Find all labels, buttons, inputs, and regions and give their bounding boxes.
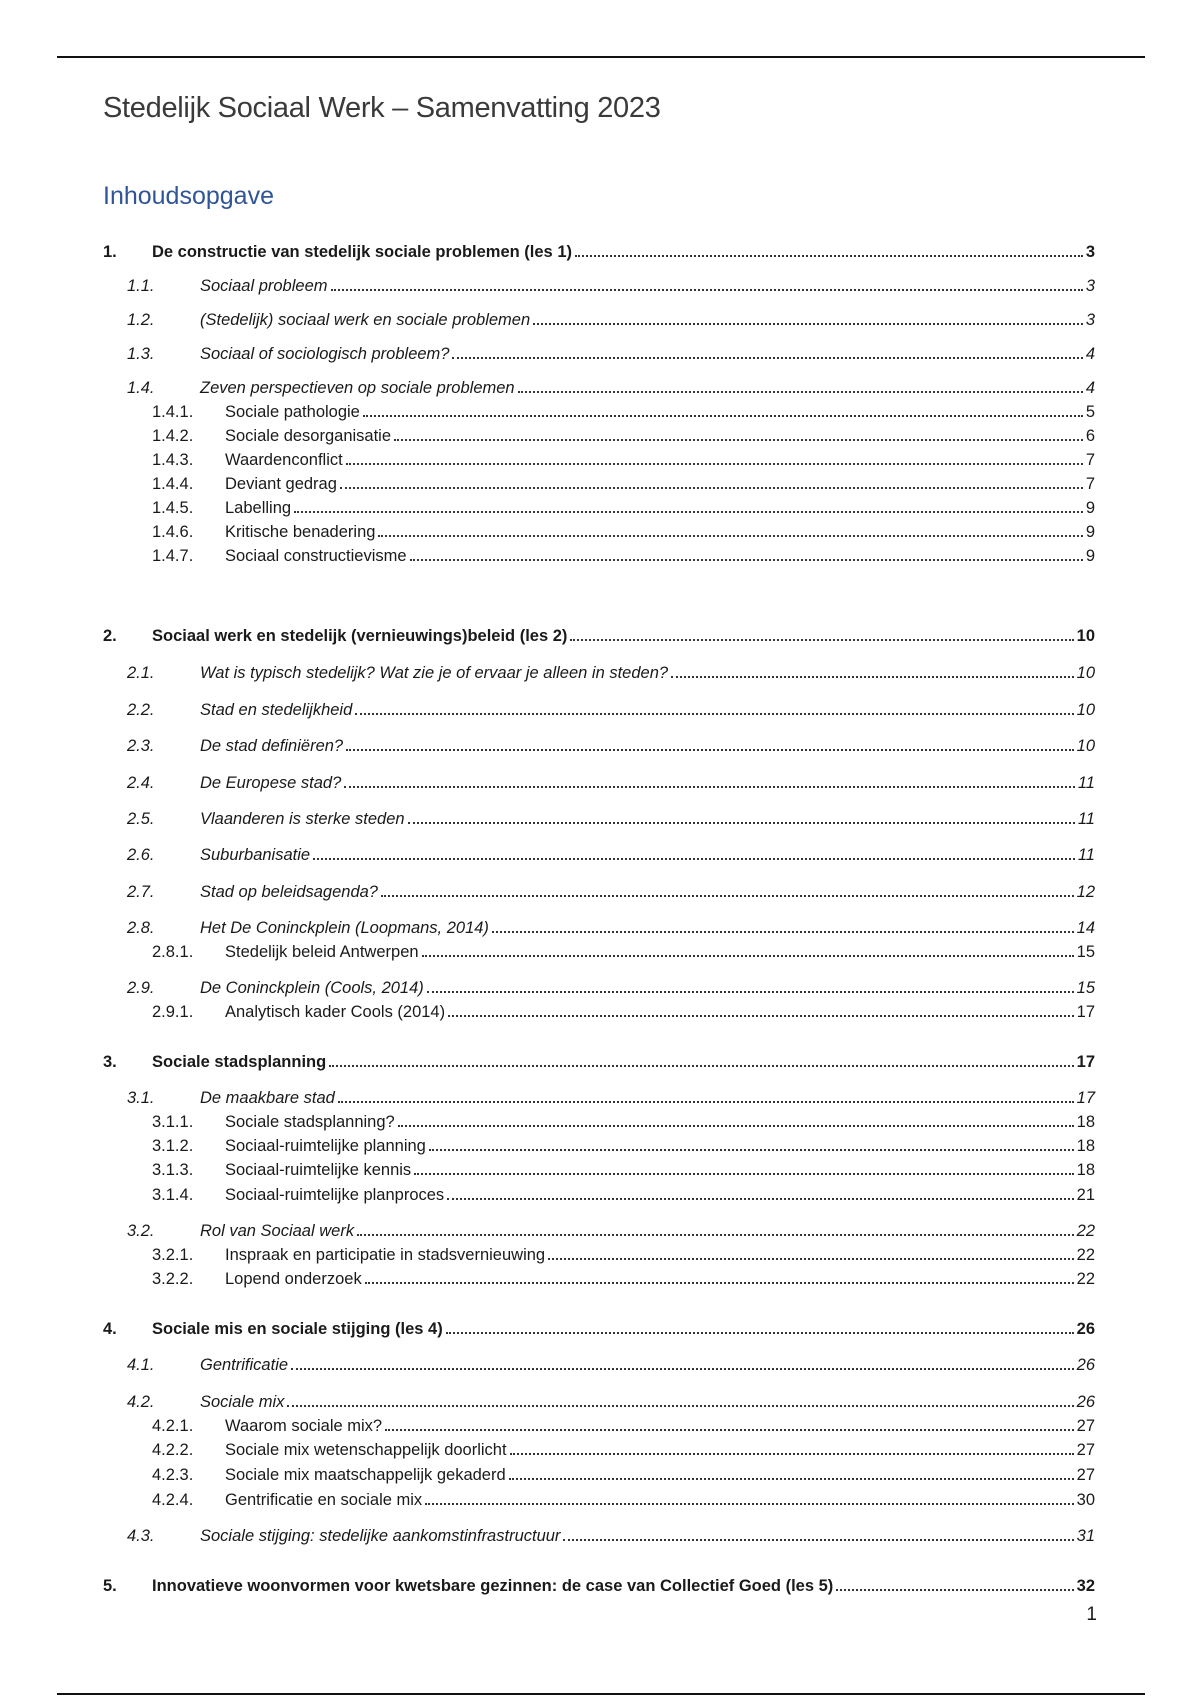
toc-entry-page: 4 <box>1085 345 1095 363</box>
toc-entry-number: 2.7. <box>127 883 155 901</box>
toc-entry-page: 18 <box>1076 1137 1095 1155</box>
toc-entry-page: 26 <box>1076 1356 1095 1374</box>
toc-entry[interactable] <box>103 1110 1095 1132</box>
toc-dot-leader <box>422 955 1074 957</box>
toc-entry-title: Kritische benadering <box>225 523 376 541</box>
toc-entry-title: Vlaanderen is sterke steden <box>200 810 405 828</box>
toc-entry-page: 7 <box>1085 451 1095 469</box>
toc-entry-page: 15 <box>1076 943 1095 961</box>
toc-entry-number: 3.1. <box>127 1089 155 1107</box>
toc-entry[interactable] <box>103 274 1095 296</box>
toc-entry-title: Waarom sociale mix? <box>225 1417 383 1435</box>
toc-dot-leader <box>509 1478 1074 1480</box>
toc-dot-leader <box>836 1589 1073 1591</box>
toc-entry-title: Sociale mis en sociale stijging (les 4) <box>152 1320 443 1338</box>
toc-entry-number: 2.5. <box>127 810 155 828</box>
toc-dot-leader <box>429 1149 1074 1151</box>
toc-dot-leader <box>357 1234 1074 1236</box>
toc-entry-page: 6 <box>1085 427 1095 445</box>
toc-entry-page: 3 <box>1085 277 1095 295</box>
toc-entry-number: 3.2. <box>127 1222 155 1240</box>
toc-entry-number: 2.3. <box>127 737 155 755</box>
toc-dot-leader <box>408 822 1075 824</box>
toc-dot-leader <box>340 487 1083 489</box>
toc-dot-leader <box>448 1015 1074 1017</box>
toc-entry[interactable] <box>103 448 1095 470</box>
toc-dot-leader <box>338 1101 1074 1103</box>
toc-entry[interactable] <box>103 1488 1095 1510</box>
toc-dot-leader <box>427 991 1074 993</box>
toc-dot-leader <box>447 1198 1073 1200</box>
toc-entry-title: De Coninckplein (Cools, 2014) <box>200 979 424 997</box>
toc-entry-title: De stad definiëren? <box>200 737 344 755</box>
toc-entry[interactable] <box>103 240 1095 262</box>
toc-entry-title: Sociaal werk en stedelijk (vernieuwings)beleid (les 2) <box>152 627 568 645</box>
toc-dot-leader <box>385 1429 1074 1431</box>
toc-entry-title: Sociale mix wetenschappelijk doorlicht <box>225 1441 507 1459</box>
toc-entry-title: Labelling <box>225 499 292 517</box>
toc-entry-number: 1.4.1. <box>152 403 194 421</box>
toc-entry[interactable] <box>103 1267 1095 1289</box>
toc-entry-page: 9 <box>1085 547 1095 565</box>
toc-entry-number: 1. <box>103 243 117 261</box>
toc-entry[interactable] <box>103 1134 1095 1156</box>
toc-entry[interactable] <box>103 520 1095 542</box>
toc-entry-page: 10 <box>1076 627 1095 645</box>
toc-entry[interactable] <box>103 1243 1095 1265</box>
toc-entry-number: 2.2. <box>127 701 155 719</box>
toc-dot-leader <box>425 1503 1073 1505</box>
toc-entry-page: 15 <box>1076 979 1095 997</box>
toc-entry-title: Rol van Sociaal werk <box>200 1222 355 1240</box>
toc-entry[interactable] <box>103 1000 1095 1022</box>
toc-entry-page: 31 <box>1076 1527 1095 1545</box>
toc-entry-title: Sociaal-ruimtelijke planproces <box>225 1186 445 1204</box>
toc-entry-number: 2.8.1. <box>152 943 194 961</box>
toc-entry-page: 10 <box>1076 664 1095 682</box>
toc-entry-title: Inspraak en participatie in stadsvernieuwing <box>225 1246 546 1264</box>
toc-dot-leader <box>570 639 1073 641</box>
toc-entry-number: 4.1. <box>127 1356 155 1374</box>
toc-entry-title: Sociale pathologie <box>225 403 360 421</box>
document-title: Stedelijk Sociaal Werk – Samenvatting 2023 <box>103 92 661 124</box>
toc-dot-leader <box>355 713 1073 715</box>
toc-entry[interactable] <box>103 1158 1095 1180</box>
toc-entry[interactable] <box>103 1463 1095 1485</box>
toc-entry-number: 1.1. <box>127 277 155 295</box>
toc-entry[interactable] <box>103 1524 1095 1546</box>
toc-entry-title: Sociale stadsplanning <box>152 1053 327 1071</box>
toc-entry-number: 3.1.3. <box>152 1161 194 1179</box>
toc-entry-title: Wat is typisch stedelijk? Wat zie je of ervaar je alleen in steden? <box>200 664 669 682</box>
toc-entry[interactable] <box>103 734 1095 756</box>
toc-entry-number: 1.4.3. <box>152 451 194 469</box>
toc-entry-title: Innovatieve woonvormen voor kwetsbare gezinnen: de case van Collectief Goed (les 5) <box>152 1577 834 1595</box>
toc-entry-page: 4 <box>1085 379 1095 397</box>
toc-dot-leader <box>331 289 1083 291</box>
toc-entry-page: 22 <box>1076 1246 1095 1264</box>
toc-entry[interactable] <box>103 400 1095 422</box>
toc-dot-leader <box>410 559 1083 561</box>
toc-entry-title: De Europese stad? <box>200 774 342 792</box>
toc-dot-leader <box>344 786 1075 788</box>
toc-entry-title: Sociale mix <box>200 1393 285 1411</box>
toc-dot-leader <box>563 1539 1073 1541</box>
toc-dot-leader <box>346 463 1083 465</box>
toc-dot-leader <box>394 439 1083 441</box>
toc-entry-page: 10 <box>1076 701 1095 719</box>
toc-entry-number: 4.2.3. <box>152 1466 194 1484</box>
toc-entry[interactable] <box>103 843 1095 865</box>
toc-entry-number: 2.4. <box>127 774 155 792</box>
toc-entry-page: 12 <box>1076 883 1095 901</box>
toc-entry-number: 2.9. <box>127 979 155 997</box>
toc-entry-title: Sociaal constructievisme <box>225 547 407 565</box>
toc-entry[interactable] <box>103 771 1095 793</box>
toc-entry-number: 2.1. <box>127 664 155 682</box>
toc-dot-leader <box>575 255 1083 257</box>
toc-entry-page: 30 <box>1076 1491 1095 1509</box>
toc-entry-title: Sociale desorganisatie <box>225 427 392 445</box>
toc-entry-title: Sociaal of sociologisch probleem? <box>200 345 450 363</box>
toc-entry-title: Deviant gedrag <box>225 475 337 493</box>
toc-entry-number: 1.4.6. <box>152 523 194 541</box>
toc-entry-title: Sociale stijging: stedelijke aankomstinfrastructuur <box>200 1527 561 1545</box>
toc-entry-number: 3.1.4. <box>152 1186 194 1204</box>
toc-entry-title: Sociaal probleem <box>200 277 328 295</box>
toc-entry-number: 4.3. <box>127 1527 155 1545</box>
toc-dot-leader <box>378 535 1082 537</box>
toc-entry-number: 1.4.2. <box>152 427 194 445</box>
toc-entry-number: 2.8. <box>127 919 155 937</box>
toc-entry-page: 32 <box>1076 1577 1095 1595</box>
top-rule <box>57 56 1145 58</box>
toc-entry-page: 9 <box>1085 499 1095 517</box>
toc-entry-page: 17 <box>1076 1089 1095 1107</box>
toc-entry[interactable] <box>103 496 1095 518</box>
toc-entry[interactable] <box>103 1086 1095 1108</box>
toc-entry-title: De maakbare stad <box>200 1089 335 1107</box>
toc-dot-leader <box>533 323 1083 325</box>
toc-entry-title: Sociaal-ruimtelijke planning <box>225 1137 426 1155</box>
toc-entry-page: 21 <box>1076 1186 1095 1204</box>
toc-entry-page: 11 <box>1077 774 1095 792</box>
toc-entry-number: 2.6. <box>127 846 155 864</box>
toc-entry-title: Suburbanisatie <box>200 846 311 864</box>
toc-heading: Inhoudsopgave <box>103 182 274 210</box>
toc-entry-page: 22 <box>1076 1222 1095 1240</box>
toc-dot-leader <box>398 1125 1074 1127</box>
toc-entry-page: 26 <box>1076 1320 1095 1338</box>
toc-dot-leader <box>452 357 1082 359</box>
toc-entry-page: 10 <box>1076 737 1095 755</box>
toc-dot-leader <box>329 1065 1073 1067</box>
toc-dot-leader <box>548 1258 1074 1260</box>
toc-entry[interactable] <box>103 308 1095 330</box>
toc-entry-title: Sociaal-ruimtelijke kennis <box>225 1161 412 1179</box>
toc-entry-page: 17 <box>1076 1003 1095 1021</box>
toc-entry[interactable] <box>103 544 1095 566</box>
toc-entry[interactable] <box>103 1219 1095 1241</box>
toc-entry[interactable] <box>103 916 1095 938</box>
toc-dot-leader <box>346 749 1074 751</box>
toc-entry-number: 1.4. <box>127 379 155 397</box>
toc-entry-number: 4.2.2. <box>152 1441 194 1459</box>
toc-dot-leader <box>381 895 1074 897</box>
toc-entry-number: 1.3. <box>127 345 155 363</box>
toc-entry-title: Het De Coninckplein (Loopmans, 2014) <box>200 919 489 937</box>
toc-entry[interactable] <box>103 940 1095 962</box>
toc-entry-number: 1.2. <box>127 311 155 329</box>
toc-dot-leader <box>365 1282 1074 1284</box>
toc-entry-number: 4.2. <box>127 1393 155 1411</box>
toc-entry[interactable] <box>103 880 1095 902</box>
toc-dot-leader <box>294 511 1083 513</box>
toc-dot-leader <box>291 1368 1074 1370</box>
toc-entry-page: 18 <box>1076 1113 1095 1131</box>
toc-entry-page: 7 <box>1085 475 1095 493</box>
toc-dot-leader <box>414 1173 1073 1175</box>
toc-entry-number: 5. <box>103 1577 117 1595</box>
toc-entry[interactable] <box>103 376 1095 398</box>
toc-entry-number: 3.1.1. <box>152 1113 194 1131</box>
toc-entry-page: 18 <box>1076 1161 1095 1179</box>
toc-entry-page: 11 <box>1077 810 1095 828</box>
toc-entry-title: Analytisch kader Cools (2014) <box>225 1003 446 1021</box>
toc-entry-title: Waardenconflict <box>225 451 343 469</box>
toc-entry-title: Gentrificatie en sociale mix <box>225 1491 423 1509</box>
toc-dot-leader <box>446 1332 1074 1334</box>
toc-entry-number: 1.4.7. <box>152 547 194 565</box>
toc-entry-page: 3 <box>1085 243 1095 261</box>
toc-entry-title: Stad en stedelijkheid <box>200 701 353 719</box>
toc-entry[interactable] <box>103 698 1095 720</box>
toc-entry[interactable] <box>103 1390 1095 1412</box>
toc-entry[interactable] <box>103 1183 1095 1205</box>
toc-entry-number: 2.9.1. <box>152 1003 194 1021</box>
toc-entry-title: (Stedelijk) sociaal werk en sociale problemen <box>200 311 531 329</box>
toc-entry-page: 17 <box>1076 1053 1095 1071</box>
toc-entry-title: Stedelijk beleid Antwerpen <box>225 943 419 961</box>
toc-dot-leader <box>671 676 1074 678</box>
toc-entry[interactable] <box>103 1353 1095 1375</box>
toc-entry[interactable] <box>103 1317 1095 1339</box>
toc-entry[interactable] <box>103 1438 1095 1460</box>
toc-entry-page: 22 <box>1076 1270 1095 1288</box>
toc-entry[interactable] <box>103 1414 1095 1436</box>
toc-entry[interactable] <box>103 807 1095 829</box>
toc-entry-number: 3.1.2. <box>152 1137 194 1155</box>
toc-entry-page: 5 <box>1085 403 1095 421</box>
toc-entry[interactable] <box>103 624 1095 646</box>
toc-entry-number: 3.2.2. <box>152 1270 194 1288</box>
toc-entry[interactable] <box>103 342 1095 364</box>
toc-entry-number: 4.2.4. <box>152 1491 194 1509</box>
toc-entry-number: 1.4.5. <box>152 499 194 517</box>
toc-entry-page: 9 <box>1085 523 1095 541</box>
toc-entry[interactable] <box>103 472 1095 494</box>
toc-entry-page: 27 <box>1076 1417 1095 1435</box>
toc-entry-page: 3 <box>1085 311 1095 329</box>
toc-entry-page: 14 <box>1076 919 1095 937</box>
toc-entry-title: Sociale stadsplanning? <box>225 1113 395 1131</box>
toc-dot-leader <box>492 931 1074 933</box>
toc-entry-title: Gentrificatie <box>200 1356 289 1374</box>
toc-entry-page: 11 <box>1077 846 1095 864</box>
toc-entry-title: De constructie van stedelijk sociale problemen (les 1) <box>152 243 572 261</box>
toc-entry-title: Sociale mix maatschappelijk gekaderd <box>225 1466 506 1484</box>
toc-entry[interactable] <box>103 976 1095 998</box>
toc-entry-page: 26 <box>1076 1393 1095 1411</box>
toc-entry[interactable] <box>103 1050 1095 1072</box>
toc-entry-number: 4.2.1. <box>152 1417 194 1435</box>
toc-entry-number: 1.4.4. <box>152 475 194 493</box>
toc-entry[interactable] <box>103 661 1095 683</box>
toc-entry-page: 27 <box>1076 1466 1095 1484</box>
toc-dot-leader <box>287 1405 1073 1407</box>
toc-entry-number: 3.2.1. <box>152 1246 194 1264</box>
page-number: 1 <box>1086 1604 1097 1625</box>
toc-entry-number: 3. <box>103 1053 117 1071</box>
toc-entry-number: 2. <box>103 627 117 645</box>
toc-dot-leader <box>313 858 1075 860</box>
toc-entry-title: Zeven perspectieven op sociale problemen <box>200 379 515 397</box>
toc-entry-title: Stad op beleidsagenda? <box>200 883 378 901</box>
toc-entry[interactable] <box>103 1574 1095 1596</box>
toc-entry-title: Lopend onderzoek <box>225 1270 362 1288</box>
toc-dot-leader <box>518 391 1083 393</box>
toc-dot-leader <box>510 1453 1074 1455</box>
bottom-rule <box>57 1693 1145 1695</box>
toc-entry-page: 27 <box>1076 1441 1095 1459</box>
toc-dot-leader <box>363 415 1083 417</box>
toc-entry-number: 4. <box>103 1320 117 1338</box>
toc-entry[interactable] <box>103 424 1095 446</box>
